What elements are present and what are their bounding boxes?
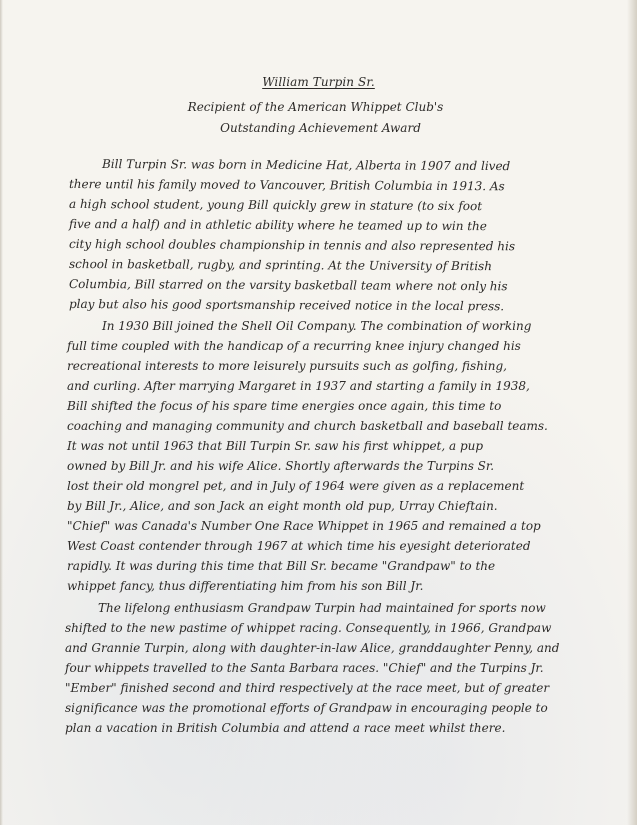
text-line: school in basketball, rugby, and sprinting. At the University of British <box>68 257 493 274</box>
text-line: whippet fancy, thus differentiating him from his son Bill Jr. <box>67 579 424 593</box>
text-line: In 1930 Bill joined the Shell Oil Company. The combination of working <box>102 319 532 333</box>
text-line: plan a vacation in British Columbia and attend a race meet whilst there. <box>65 721 506 735</box>
text-line: "Chief" was Canada's Number One Race Whippet in 1965 and remained a top <box>67 519 541 533</box>
text-line: shifted to the new pastime of whippet racing. Consequently, in 1966, Grandpaw <box>65 621 552 635</box>
text-line: lost their old mongrel pet, and in July of 1964 were given as a replacement <box>67 479 525 493</box>
document-title-text: William Turpin Sr. <box>262 75 375 89</box>
text-line: Columbia, Bill starred on the varsity basketball team where not only his <box>68 277 508 294</box>
text-line: by Bill Jr., Alice, and son Jack an eight month old pup, Urray Chieftain. <box>67 499 498 513</box>
text-line: and Grannie Turpin, along with daughter-in-law Alice, granddaughter Penny, and <box>65 641 560 655</box>
text-line: owned by Bill Jr. and his wife Alice. Shortly afterwards the Turpins Sr. <box>67 459 495 473</box>
text-line: West Coast contender through 1967 at which time his eyesight deteriorated <box>67 539 531 553</box>
document-title <box>0 75 637 89</box>
text-line: significance was the promotional efforts of Grandpaw in encouraging people to <box>65 701 548 715</box>
document-subtitle-line-1: Recipient of the American Whippet Club's <box>187 100 444 114</box>
text-line: Bill Turpin Sr. was born in Medicine Hat, Alberta in 1907 and lived <box>101 157 511 174</box>
text-line: four whippets travelled to the Santa Barbara races. "Chief" and the Turpins Jr. <box>65 661 544 675</box>
text-line: rapidly. It was during this time that Bill Sr. became "Grandpaw" to the <box>67 559 496 573</box>
text-line: five and a half) and in athletic ability where he teamed up to win the <box>68 217 487 234</box>
text-line: there until his family moved to Vancouver, British Columbia in 1913. As <box>68 177 505 194</box>
text-line: coaching and managing community and church basketball and baseball teams. <box>67 419 548 433</box>
text-line: and curling. After marrying Margaret in 1937 and starting a family in 1938, <box>67 379 530 393</box>
text-line: city high school doubles championship in tennis and also represented his <box>68 237 516 254</box>
text-line: Bill shifted the focus of his spare time energies once again, this time to <box>67 399 502 413</box>
text-line: recreational interests to more leisurely pursuits such as golfing, fishing, <box>67 359 507 373</box>
document-subtitle-line-2: Outstanding Achievement Award <box>220 121 421 135</box>
text-line: It was not until 1963 that Bill Turpin Sr. saw his first whippet, a pup <box>67 439 484 453</box>
text-line: "Ember" finished second and third respectively at the race meet, but of greater <box>65 681 550 695</box>
text-line: full time coupled with the handicap of a recurring knee injury changed his <box>67 339 521 353</box>
text-line: play but also his good sportsmanship received notice in the local press. <box>68 297 505 314</box>
text-line: The lifelong enthusiasm Grandpaw Turpin had maintained for sports now <box>98 601 546 615</box>
text-line: a high school student, young Bill quickly grew in stature (to six foot <box>68 197 483 214</box>
